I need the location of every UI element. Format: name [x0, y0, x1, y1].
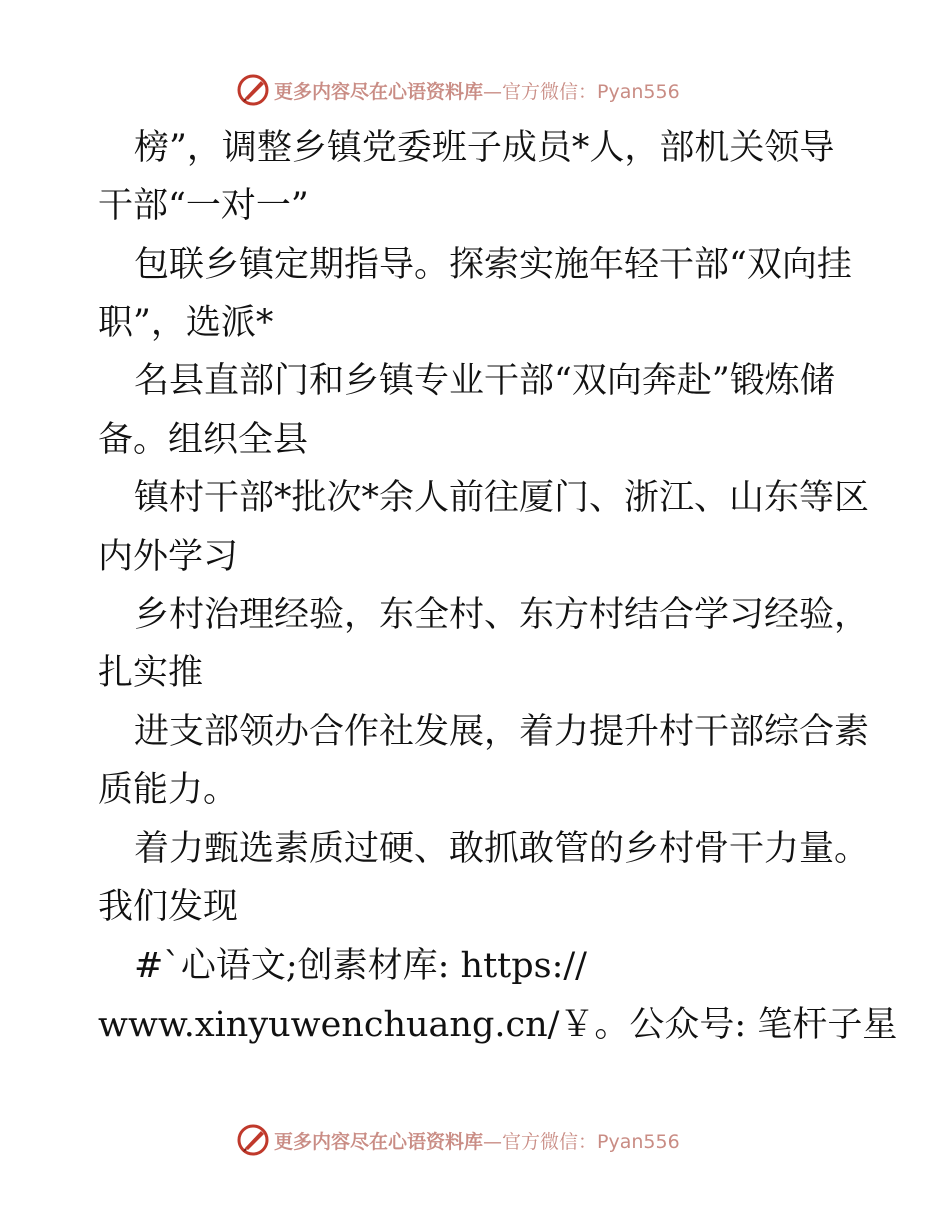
banner-text: 更多内容尽在心语资料库	[274, 1130, 484, 1153]
text-line: 包联乡镇定期指导。探索实施年轻干部“双向挂	[134, 245, 852, 285]
text-line: #`心语文;创素材库: https://	[134, 946, 587, 986]
text-line: 职”，选派*	[98, 303, 274, 343]
text-line: 扎实推	[98, 653, 204, 693]
text-line: 名县直部门和乡镇专业干部“双向奔赴”锻炼储	[134, 361, 835, 401]
banner-wechat: —官方微信：Pyan556	[483, 80, 680, 103]
text-line: 榜”，调整乡镇党委班子成员*人，部机关领导	[134, 128, 835, 168]
text-line: 我们发现	[98, 887, 239, 927]
text-line: 乡村治理经验，东全村、东方村结合学习经验，	[134, 595, 870, 635]
pen-logo-icon	[236, 1123, 270, 1157]
text-line: 内外学习	[98, 537, 239, 577]
text-line: 镇村干部*批次*余人前往厦门、浙江、山东等区	[134, 478, 870, 518]
footer-banner	[236, 1122, 680, 1158]
banner-wechat: —官方微信：Pyan556	[483, 1130, 680, 1153]
text-line: 着力甄选素质过硬、敢抓敢管的乡村骨干力量。	[134, 829, 870, 869]
text-line: 干部“一对一”	[98, 186, 309, 226]
text-line: 质能力。	[98, 770, 239, 810]
text-line: www.xinyuwenchuang.cn/￥。公众号: 笔杆子星	[98, 1005, 898, 1045]
text-line: 进支部领办合作社发展，着力提升村干部综合素	[134, 712, 870, 752]
banner-text: 更多内容尽在心语资料库	[274, 80, 484, 103]
text-line: 备。组织全县	[98, 420, 309, 460]
